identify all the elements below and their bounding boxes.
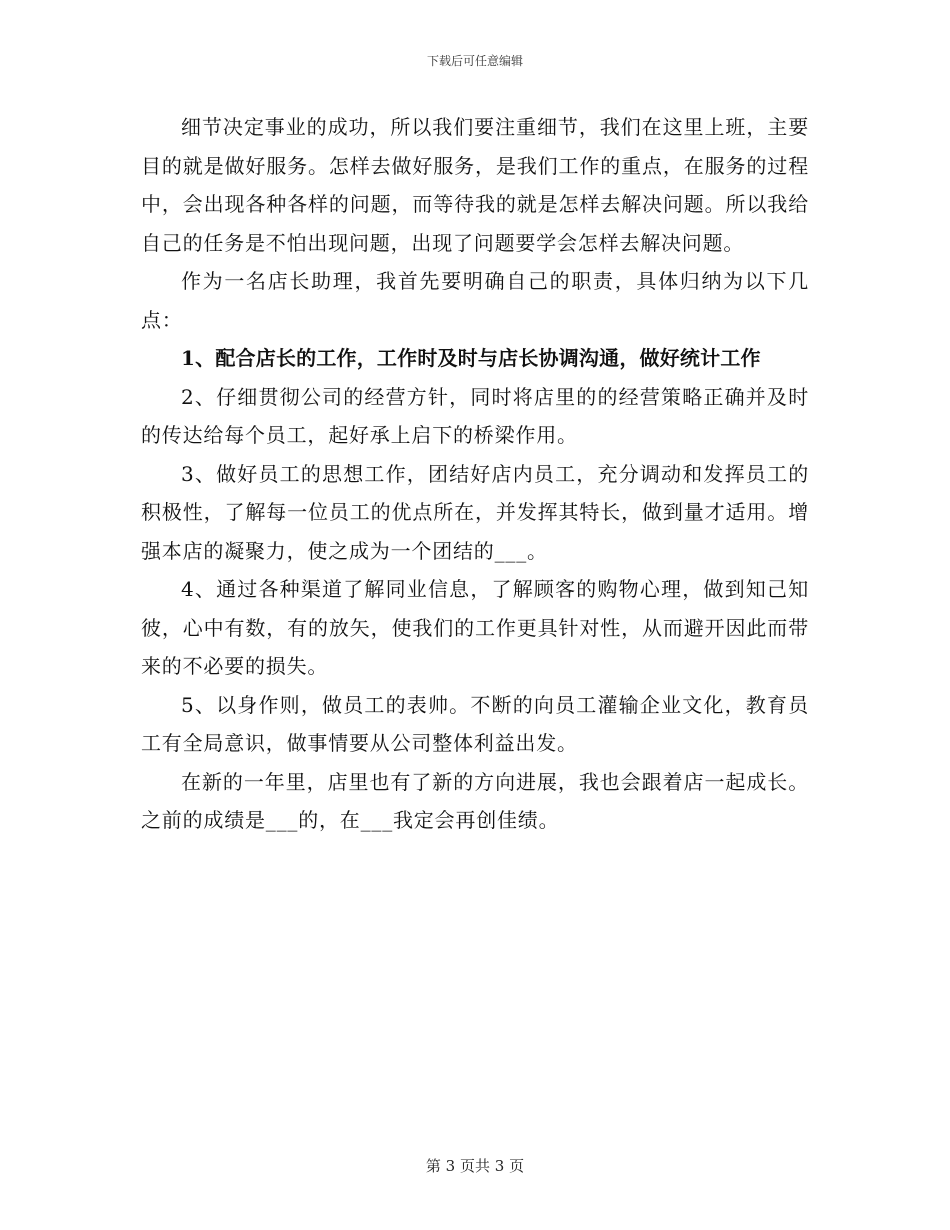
duty-item-4: 4、通过各种渠道了解同业信息，了解顾客的购物心理，做到知己知彼，心中有数，有的放矢，使我们的工作更具针对性，从而避开因此而带来的不必要的损失。 [141, 577, 809, 678]
page-header: 下载后可任意编辑 [426, 54, 523, 68]
duty-item-3: 3、做好员工的思想工作，团结好店内员工，充分调动和发挥员工的积极性，了解每一位员工的优点所在，并发挥其特长，做到量才适用。增强本店的凝聚力，使之成为一个团结的___。 [141, 461, 809, 563]
paragraph-duties-intro: 作为一名店长助理，我首先要明确自己的职责，具体归纳为以下几点： [141, 269, 809, 332]
paragraph-details: 细节决定事业的成功，所以我们要注重细节，我们在这里上班，主要目的就是做好服务。怎样去做好服务，是我们工作的重点，在服务的过程中，会出现各种各样的问题，而等待我的就是怎样去解决问题。所以我给自己的任务是不怕出现问题，出现了问题要学会怎样去解决问题。 [141, 115, 809, 255]
page-number-footer: 第 3 页共 3 页 [425, 1157, 525, 1175]
paragraph-closing: 在新的一年里，店里也有了新的方向进展，我也会跟着店一起成长。之前的成绩是___的，在___我定会再创佳绩。 [141, 769, 809, 832]
document-body [141, 108, 809, 840]
duty-item-2: 2、仔细贯彻公司的经营方针，同时将店里的的经营策略正确并及时的传达给每个员工，起好承上启下的桥梁作用。 [141, 384, 809, 447]
duty-item-1: 1、配合店长的工作，工作时及时与店长协调沟通，做好统计工作 [181, 346, 761, 370]
duty-item-5: 5、以身作则，做员工的表帅。不断的向员工灌输企业文化，教育员工有全局意识，做事情要从公司整体利益出发。 [141, 692, 809, 755]
